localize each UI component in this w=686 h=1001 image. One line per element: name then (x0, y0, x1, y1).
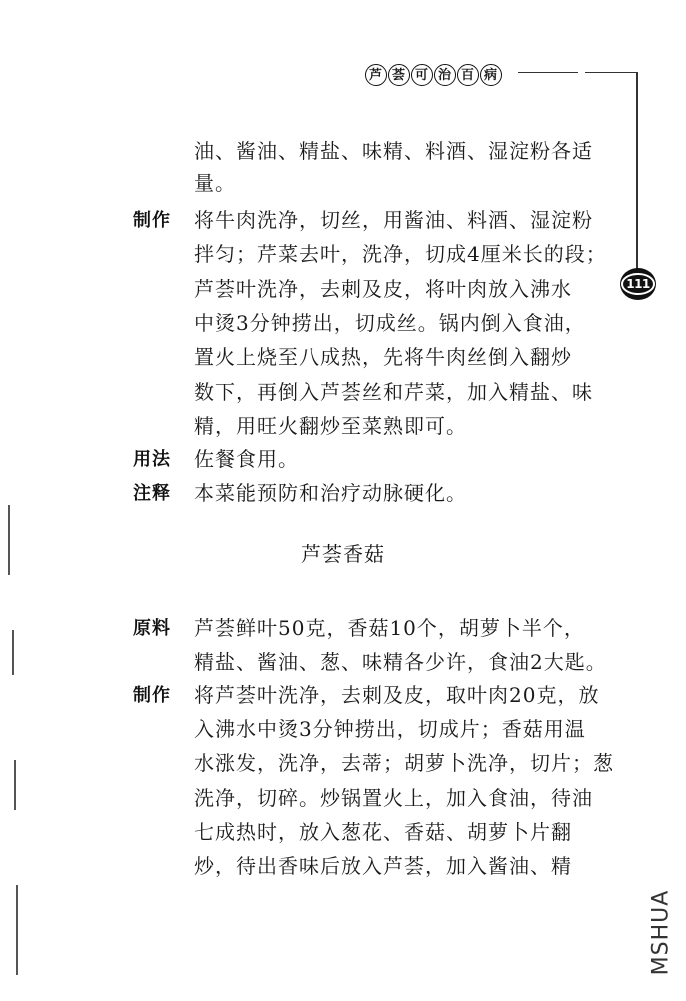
method-2-line-3: 水涨发，洗净，去蒂；胡萝卜洗净，切片；葱 (194, 751, 614, 776)
header-char: 芦 (365, 64, 387, 86)
header-vertical-rule (636, 72, 638, 272)
method-2-line-6: 炒，待出香味后放入芦荟，加入酱油、精 (194, 854, 572, 878)
ingredients-line-1: 芦荟鲜叶50克，香菇10个，胡萝卜半个， (194, 616, 585, 640)
running-header-title (358, 64, 508, 86)
running-header-chars (365, 64, 502, 86)
page-number-badge (620, 268, 656, 300)
scan-mark (12, 630, 14, 675)
usage-text: 佐餐食用。 (194, 447, 299, 471)
watermark (646, 880, 676, 990)
method-line-5: 置火上烧至八成热，先将牛肉丝倒入翻炒 (194, 345, 572, 370)
note-text: 本菜能预防和治疗动脉硬化。 (194, 481, 467, 505)
header-rule-right-2 (585, 72, 637, 73)
scan-mark (14, 760, 16, 810)
ingredients-continued-line-1: 油、酱油、精盐、味精、料酒、湿淀粉各适 (194, 139, 593, 163)
usage-label: 用法 (133, 449, 171, 470)
page-number: 111 (621, 273, 655, 295)
method-line-4: 中烫3分钟捞出，切成丝。锅内倒入食油， (194, 310, 586, 335)
header-rule-right (518, 72, 578, 73)
method-2-line-4: 洗净，切碎。炒锅置火上，加入食油，待油 (194, 785, 593, 810)
method-line-1: 将牛肉洗净，切丝，用酱油、料酒、湿淀粉 (194, 208, 593, 232)
method-line-7: 精，用旺火翻炒至菜熟即可。 (194, 413, 467, 438)
ingredients-continued-line-2: 量。 (194, 171, 236, 195)
header-char: 百 (457, 64, 479, 86)
header-char: 治 (434, 64, 456, 86)
recipe-title: 芦荟香菇 (301, 542, 385, 566)
note-label: 注释 (133, 483, 171, 504)
method-line-3: 芦荟叶洗净，去刺及皮，将叶肉放入沸水 (194, 276, 572, 301)
watermark-text: MSHUA (648, 889, 674, 976)
method-line-6: 数下，再倒入芦荟丝和芹菜，加入精盐、味 (194, 379, 593, 404)
header-char: 可 (411, 64, 433, 86)
method-label-2: 制作 (133, 685, 171, 706)
ingredients-label: 原料 (133, 618, 171, 639)
method-2-line-5: 七成热时，放入葱花、香菇、胡萝卜片翻 (194, 819, 572, 844)
header-char: 病 (480, 64, 502, 86)
ingredients-line-2: 精盐、酱油、葱、味精各少许，食油2大匙。 (194, 650, 607, 674)
scan-mark (8, 505, 10, 575)
header-char: 荟 (388, 64, 410, 86)
method-2-line-2: 入沸水中烫3分钟捞出，切成片；香菇用温 (194, 717, 586, 742)
method-line-2: 拌匀；芹菜去叶，洗净，切成4厘米长的段； (194, 242, 607, 267)
scan-mark (16, 885, 18, 975)
method-label: 制作 (133, 210, 171, 231)
method-2-line-1: 将芦荟叶洗净，去刺及皮，取叶肉20克，放 (194, 683, 600, 707)
